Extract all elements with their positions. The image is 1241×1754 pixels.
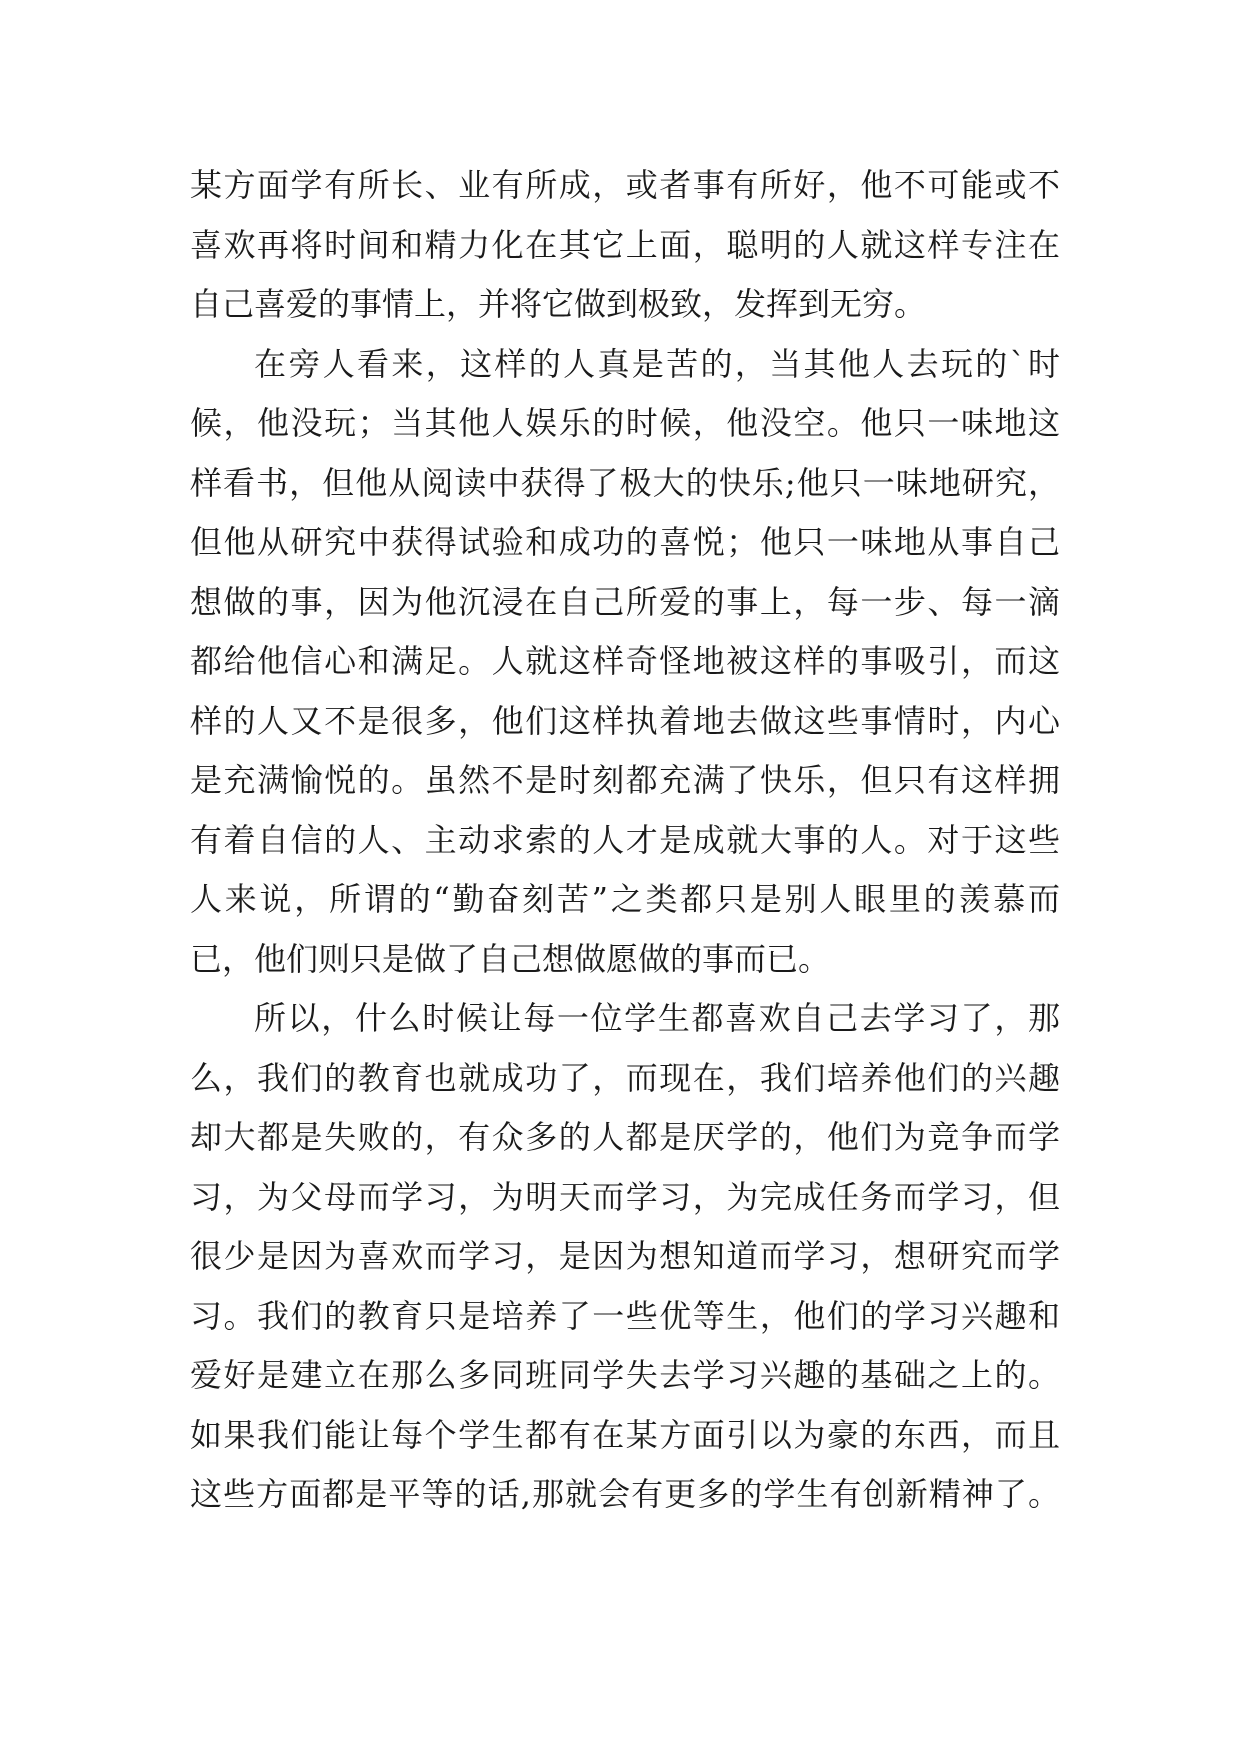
- text-line: 都给他信心和满足。人就这样奇怪地被这样的事吸引，而这: [190, 642, 1060, 680]
- text-line: 样的人又不是很多，他们这样执着地去做这些事情时，内心: [190, 701, 1060, 740]
- text-line: 习。我们的教育只是培养了一些优等生，他们的学习兴趣和: [190, 1296, 1060, 1335]
- text-line: 如果我们能让每个学生都有在某方面引以为豪的东西，而且: [190, 1415, 1060, 1454]
- text-line: 所以，什么时候让每一位学生都喜欢自己去学习了，那: [254, 999, 1060, 1037]
- text-line: 喜欢再将时间和精力化在其它上面，聪明的人就这样专注在: [190, 225, 1060, 264]
- text-line: 在旁人看来，这样的人真是苦的，当其他人去玩的`时: [254, 344, 1060, 383]
- body-text: [190, 156, 1060, 1525]
- text-line: 习，为父母而学习，为明天而学习，为完成任务而学习，但: [190, 1177, 1060, 1216]
- text-line: 但他从研究中获得试验和成功的喜悦；他只一味地从事自己: [190, 523, 1060, 561]
- text-line: 已，他们则只是做了自己想做愿做的事而已。: [190, 939, 831, 978]
- text-line: 是充满愉悦的。虽然不是时刻都充满了快乐，但只有这样拥: [190, 761, 1060, 799]
- text-line: 某方面学有所长、业有所成，或者事有所好，他不可能或不: [190, 166, 1060, 204]
- text-line: 样看书，但他从阅读中获得了极大的快乐;他只一味地研究，: [190, 463, 1060, 502]
- text-line: 却大都是失败的，有众多的人都是厌学的，他们为竞争而学: [190, 1118, 1060, 1156]
- text-line: 么，我们的教育也就成功了，而现在，我们培养他们的兴趣: [190, 1058, 1060, 1097]
- text-line: 有着自信的人、主动求索的人才是成就大事的人。对于这些: [190, 820, 1060, 859]
- text-line: 很少是因为喜欢而学习，是因为想知道而学习，想研究而学: [190, 1237, 1060, 1275]
- text-line: 想做的事，因为他沉浸在自己所爱的事上，每一步、每一滴: [190, 582, 1060, 621]
- text-line: 自己喜爱的事情上，并将它做到极致，发挥到无穷。: [190, 285, 927, 323]
- text-line: 爱好是建立在那么多同班同学失去学习兴趣的基础之上的。: [190, 1356, 1060, 1394]
- text-line: 这些方面都是平等的话,那就会有更多的学生有创新精神了。: [190, 1475, 1060, 1513]
- text-line: 人来说，所谓的“勤奋刻苦”之类都只是别人眼里的羡慕而: [190, 880, 1060, 918]
- text-line: 候，他没玩；当其他人娱乐的时候，他没空。他只一味地这: [190, 404, 1060, 442]
